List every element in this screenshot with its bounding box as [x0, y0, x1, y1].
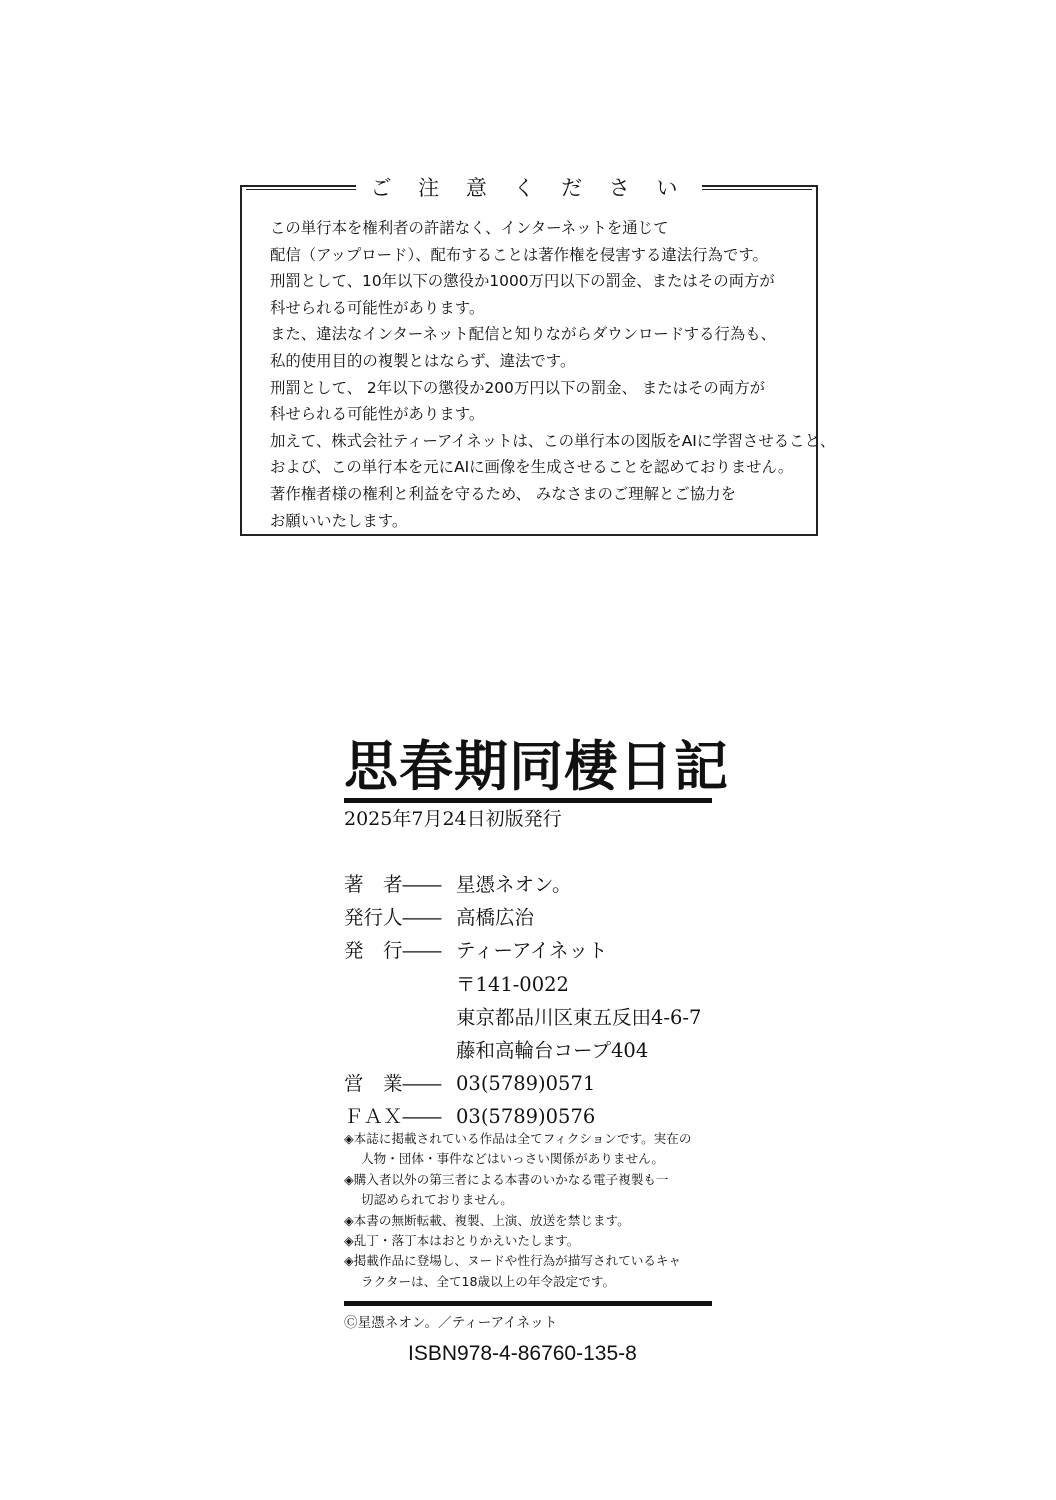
publisher-person-label: 発行人―― — [344, 906, 442, 930]
footnote-line: 切認められておりません。 — [361, 1192, 513, 1208]
book-title: 思春期同棲日記 — [344, 734, 729, 798]
footnote-line: ◈購入者以外の第三者による本書のいかなる電子複製も一 — [344, 1171, 669, 1187]
notice-line: 著作権者様の権利と利益を守るため、 みなさまのご理解とご協力を — [270, 484, 736, 503]
notice-header-rule-left — [246, 185, 356, 190]
notice-title: ご 注 意 く だ さ い — [356, 172, 701, 202]
notice-header-rule-right — [702, 185, 812, 190]
footnote-line: ◈掲載作品に登場し、ヌードや性行為が描写されているキャ — [344, 1253, 682, 1269]
notice-line: お願いいたします。 — [270, 511, 408, 530]
footnotes — [344, 1129, 691, 1292]
publisher-person-row — [344, 901, 701, 934]
title-divider — [344, 798, 712, 803]
notice-line: 刑罰として、 2年以下の懲役か200万円以下の罰金、 またはその両方が — [270, 378, 765, 397]
copyright: Ⓒ星憑ネオン。／ティーアイネット — [344, 1315, 558, 1331]
isbn: ISBN978-4-86760-135-8 — [408, 1342, 637, 1365]
notice-header — [242, 173, 816, 201]
notice-line: 科せられる可能性があります。 — [270, 405, 485, 424]
address-line-2: 藤和高輪台コープ404 — [456, 1039, 649, 1063]
footnote-line: 人物・団体・事件などはいっさい関係がありません。 — [361, 1151, 665, 1167]
notice-line: 科せられる可能性があります。 — [270, 298, 485, 317]
notice-line: および、この単行本を元にAIに画像を生成させることを認めておりません。 — [270, 458, 794, 477]
footer-divider — [344, 1301, 712, 1306]
sales-phone: 03(5789)0571 — [456, 1072, 596, 1096]
notice-line: 加えて、株式会社ティーアイネットは、この単行本の図版をAIに学習させること、 — [270, 431, 836, 450]
publisher-person-name: 高橋広治 — [456, 906, 535, 930]
publisher-row — [344, 934, 701, 967]
footnote-line: ◈乱丁・落丁本はおとりかえいたします。 — [344, 1233, 580, 1249]
publisher-label: 発 行―― — [344, 939, 442, 963]
author-label: 著 者―― — [344, 873, 442, 896]
footnote-line: ◈本誌に掲載されている作品は全てフィクションです。実在の — [344, 1131, 692, 1146]
notice-body — [270, 215, 836, 534]
sales-label: 営 業―― — [344, 1072, 442, 1096]
fax-number: 03(5789)0576 — [456, 1105, 596, 1129]
publication-date: 2025年7月24日初版発行 — [344, 808, 562, 830]
postal-code: 〒141-0022 — [456, 972, 569, 996]
author-row — [344, 868, 701, 901]
author-name: 星憑ネオン。 — [456, 873, 572, 896]
sales-row — [344, 1067, 701, 1100]
publisher-name: ティーアイネット — [456, 939, 608, 963]
notice-line: 私的使用目的の複製とはならず、違法です。 — [270, 351, 576, 370]
notice-line: 配信（アップロード）、配布することは著作権を侵害する違法行為です。 — [270, 245, 768, 264]
address-line-1: 東京都品川区東五反田4-6-7 — [456, 1005, 702, 1029]
footnote-line: ◈本書の無断転載、複製、上演、放送を禁じます。 — [344, 1212, 630, 1228]
notice-box — [240, 176, 836, 536]
notice-line: また、違法なインターネット配信と知りながらダウンロードする行為も、 — [270, 325, 777, 344]
notice-line: この単行本を権利者の許諾なく、インターネットを通じて — [270, 219, 669, 237]
notice-line: 刑罰として、10年以下の懲役か1000万円以下の罰金、またはその両方が — [270, 272, 775, 291]
credits — [344, 868, 701, 1134]
fax-label: ＦＡＸ―― — [344, 1105, 442, 1129]
footnote-line: ラクターは、全て18歳以上の年令設定です。 — [361, 1273, 616, 1289]
